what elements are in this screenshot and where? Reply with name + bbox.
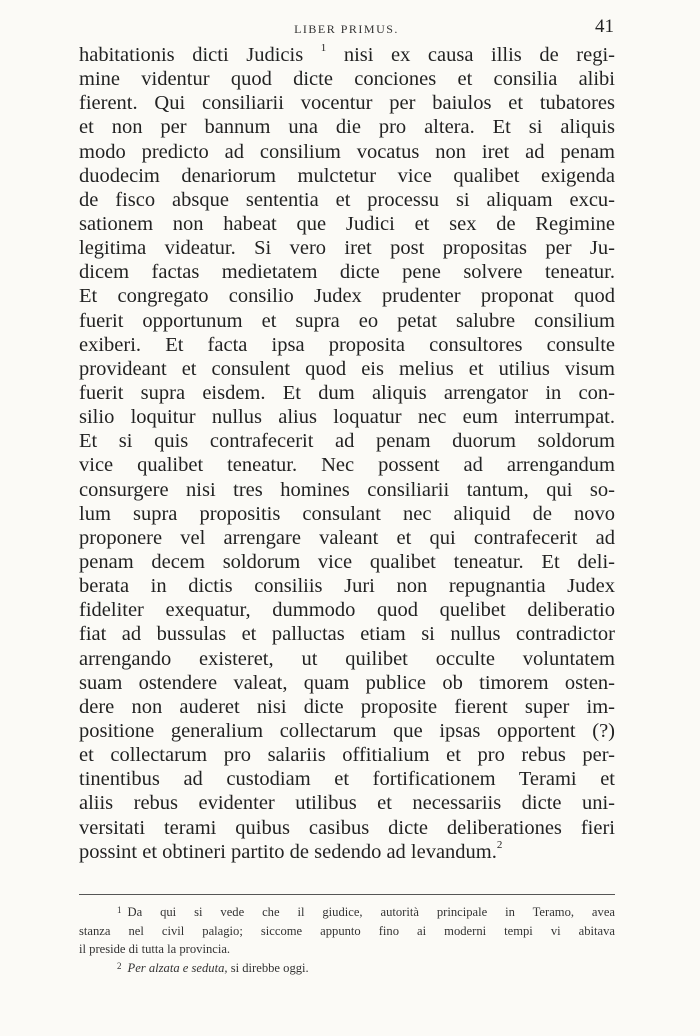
running-title: LIBER PRIMUS. bbox=[294, 22, 399, 36]
footnote-1-line: stanza nel civil palagio; siccome appunto fino ai moderni tempi vi abitava bbox=[79, 923, 615, 938]
body-line: et non per bannum una die pro altera. Et si aliquis bbox=[79, 116, 615, 139]
footnote-2: $^2$ Per alzata e seduta, si direbbe oggi. bbox=[117, 960, 309, 975]
body-line: exiberi. Et facta ipsa proposita consultores consulte bbox=[79, 333, 615, 356]
body-line: mine videntur quod dicte conciones et consilia alibi bbox=[79, 68, 615, 91]
body-line: arrengando existeret, ut quilibet occulte voluntatem bbox=[79, 647, 615, 670]
footnote-marker: 2 bbox=[117, 960, 122, 971]
body-line: dicem factas medietatem dicte pene solvere teneatur. bbox=[79, 261, 615, 284]
body-line: fideliter exequatur, dummodo quod quelibet deliberatio bbox=[79, 599, 615, 622]
body-line: fiat ad bussulas et palluctas etiam si nullus contradictor bbox=[79, 623, 615, 646]
body-line: consurgere nisi tres homines consiliarii tantum, qui so- bbox=[79, 478, 615, 501]
body-line: fuerit opportunum et supra eo petat salubre consilium bbox=[79, 309, 615, 332]
body-line: fuerit supra eisdem. Et dum aliquis arrengator in con- bbox=[79, 381, 615, 404]
body-line: penam decem soldorum vice qualibet teneatur. Et deli- bbox=[79, 550, 615, 573]
body-line: habitationis dicti Judicis $^1$ nisi ex causa illis de regi- bbox=[79, 42, 615, 66]
body-line: proponere vel arrengare valeant et qui contrafecerit ad bbox=[79, 526, 615, 549]
body-line: de fisco absque sententia et processu si aliquam excu- bbox=[79, 188, 615, 211]
body-line: duodecim denariorum mulctetur vice qualibet exigenda bbox=[79, 164, 615, 187]
body-line: vice qualibet teneatur. Nec possent ad arrengandum bbox=[79, 454, 615, 477]
body-line: modo predicto ad consilium vocatus non iret ad penam bbox=[79, 140, 615, 163]
body-line: silio loquitur nullus alius loquatur nec eum interrumpat. bbox=[79, 406, 615, 429]
body-line: et collectarum pro salariis offitialium et pro rebus per- bbox=[79, 744, 615, 767]
body-line: legitima videatur. Si vero iret post propositas per Ju- bbox=[79, 237, 615, 260]
footnote-ref: 1 bbox=[320, 42, 327, 55]
footnote-1-line: il preside di tutta la provincia. bbox=[79, 942, 231, 956]
body-line: Et congregato consilio Judex prudenter proponat quod bbox=[79, 285, 615, 308]
body-line: lum supra propositis consulant nec aliquid de novo bbox=[79, 502, 615, 525]
body-line: possint et obtineri partito de sedendo ad levandum.$^2$ bbox=[79, 838, 503, 863]
footnote-ref: 2 bbox=[496, 838, 503, 851]
body-text bbox=[79, 43, 615, 864]
running-head bbox=[79, 16, 614, 40]
body-line: fierent. Qui consiliarii vocentur per baiulos et tubatores bbox=[79, 92, 615, 115]
body-line: sationem non habeat que Judici et sex de Regimine bbox=[79, 212, 615, 235]
page-number: 41 bbox=[595, 16, 614, 37]
footnote-1: $^1$ Da qui si vede che il giudice, autorità principale in Teramo, avea bbox=[117, 905, 615, 919]
body-line: tinentibus ad custodiam et fortificationem Terami et bbox=[79, 768, 615, 791]
footnote-marker: 1 bbox=[117, 905, 122, 915]
body-line: berata in dictis consiliis Juri non repugnantia Judex bbox=[79, 575, 615, 598]
footnote-rule bbox=[79, 894, 615, 895]
body-line: provideant et consulent quod eis melius et utilius visum bbox=[79, 357, 615, 380]
body-line: suam ostendere valeat, quam publice ob timorem osten- bbox=[79, 671, 615, 694]
footnotes bbox=[79, 903, 615, 977]
body-line: positione generalium collectarum que ipsas opportent (?) bbox=[79, 719, 615, 742]
body-line: aliis rebus evidenter utilibus et necessariis dicte uni- bbox=[79, 792, 615, 815]
body-line: dere non auderet nisi dicte proposite fierent super im- bbox=[79, 695, 615, 718]
body-line: Et si quis contrafecerit ad penam duorum soldorum bbox=[79, 430, 615, 453]
body-line: versitati terami quibus casibus dicte deliberationes fieri bbox=[79, 816, 615, 839]
